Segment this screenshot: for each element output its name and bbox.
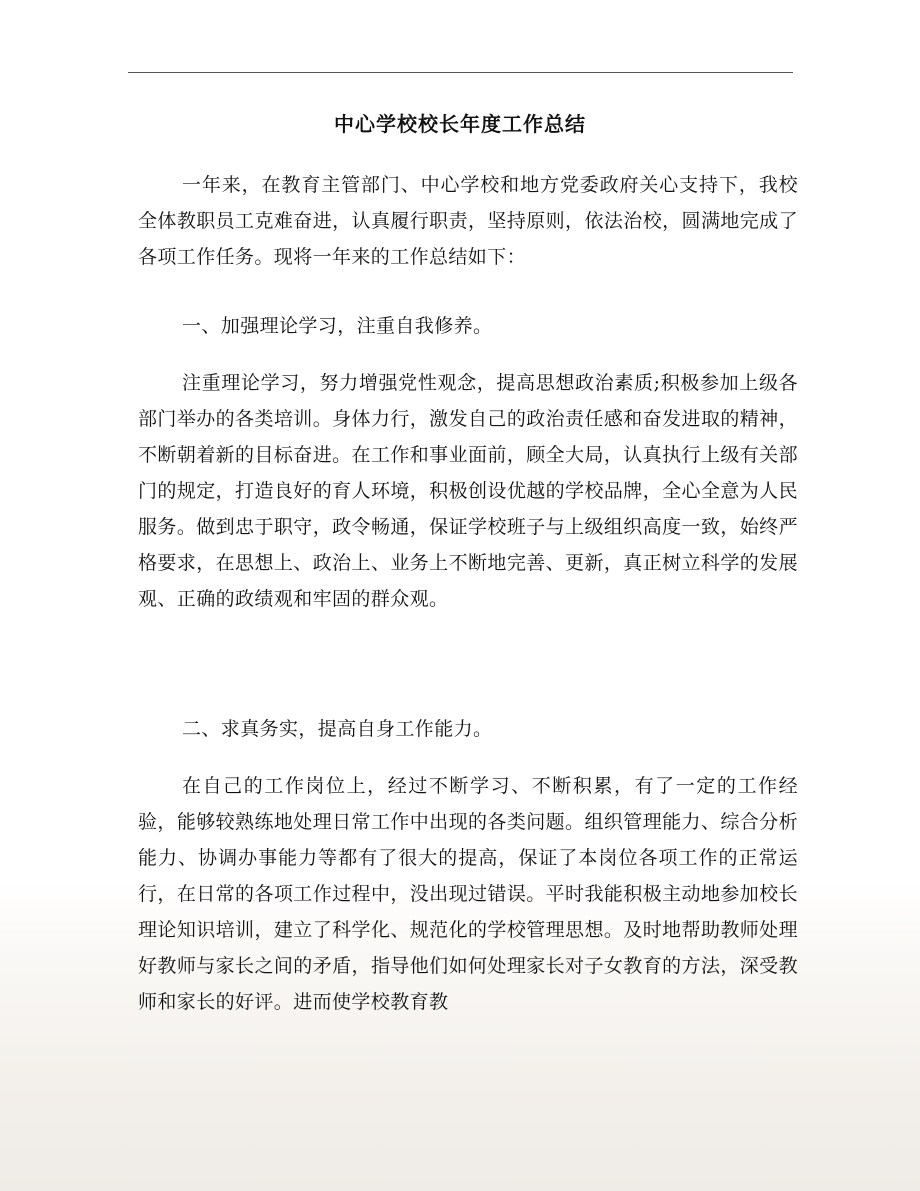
section-1-body: 注重理论学习，努力增强党性观念，提高思想政治素质;积极参加上级各部门举办的各类培训。身体力行，激发自己的政治责任感和奋发进取的精神，不断朝着新的目标奋进。在工作和事业面前，顾全大局，认真执行上级有关部门的规定，打造良好的育人环境，积极创设优越的学校品牌，全心全意为人民服务。做到忠于职守，政令畅通，保证学校班子与上级组织高度一致，始终严格要求，在思想上、政治上、业务上不断地完善、更新，真正树立科学的发展观、正确的政绩观和牢固的群众观。 xyxy=(138,372,798,610)
section-2-heading: 二、求真务实，提高自身工作能力。 xyxy=(182,718,493,740)
section-1-heading: 一、加强理论学习，注重自我修养。 xyxy=(182,315,493,337)
section-2-body: 在自己的工作岗位上，经过不断学习、不断积累，有了一定的工作经验，能够较熟练地处理日常工作中出现的各类问题。组织管理能力、综合分析能力、协调办事能力等都有了很大的提高，保证了本岗位各项工作的正常运行，在日常的各项工作过程中，没出现过错误。平时我能积极主动地参加校长理论知识培训，建立了科学化、规范化的学校管理思想。及时地帮助教师处理好教师与家长之间的矛盾，指导他们如何处理家长对子女教育的方法，深受教师和家长的好评。进而使学校教育教 xyxy=(138,775,798,1013)
header-rule xyxy=(128,72,793,73)
intro-paragraph: 一年来，在教育主管部门、中心学校和地方党委政府关心支持下，我校全体教职员工克难奋进，认真履行职责，坚持原则，依法治校，圆满地完成了各项工作任务。现将一年来的工作总结如下： xyxy=(138,174,798,268)
document-title: 中心学校校长年度工作总结 xyxy=(334,112,586,136)
